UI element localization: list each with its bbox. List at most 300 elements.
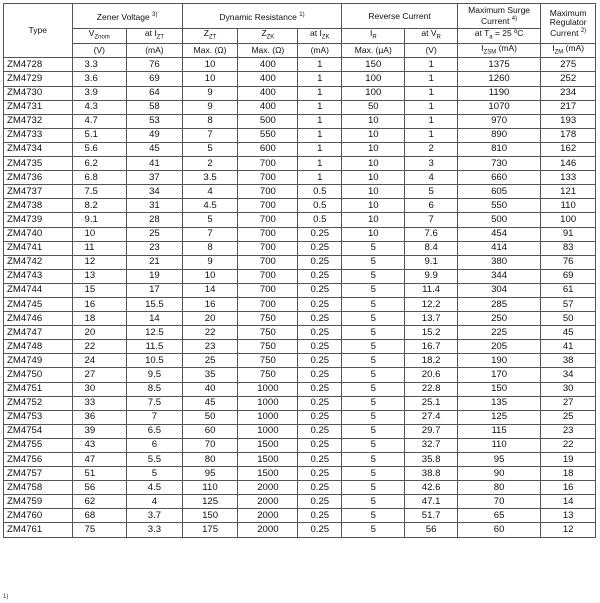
cell-izk: 0.25 (298, 326, 342, 340)
cell-type: ZM4747 (4, 326, 73, 340)
cell-vznom: 3.9 (72, 86, 127, 100)
cell-zzk: 700 (238, 199, 298, 213)
cell-type: ZM4728 (4, 58, 73, 72)
cell-vznom: 18 (72, 312, 127, 326)
cell-izsm: 1070 (457, 100, 540, 114)
cell-izm: 23 (541, 424, 596, 438)
cell-izt: 19 (127, 269, 183, 283)
table-row (4, 410, 596, 424)
cell-izm: 19 (541, 453, 596, 467)
cell-vr: 1 (405, 100, 457, 114)
cell-izk: 0.25 (298, 255, 342, 269)
cell-izk: 0.5 (298, 213, 342, 227)
cell-type: ZM4744 (4, 283, 73, 297)
unit-vz: (V) (72, 43, 127, 58)
cell-izm: 133 (541, 171, 596, 185)
cell-type: ZM4751 (4, 382, 73, 396)
cell-type: ZM4741 (4, 241, 73, 255)
cell-izsm: 500 (457, 213, 540, 227)
cell-izk: 0.5 (298, 199, 342, 213)
cell-izt: 14 (127, 312, 183, 326)
cell-izk: 0.25 (298, 410, 342, 424)
sym-zzt: $Z_{ZT}$ (182, 29, 238, 44)
cell-ir: 5 (342, 495, 405, 509)
cell-vznom: 13 (72, 269, 127, 283)
cell-zzk: 750 (238, 368, 298, 382)
cell-izm: 61 (541, 283, 596, 297)
cell-zzk: 700 (238, 283, 298, 297)
sym-at-vr: at $V_R$ (405, 29, 457, 44)
cell-vznom: 47 (72, 453, 127, 467)
cell-zzk: 1000 (238, 382, 298, 396)
cell-zzk: 700 (238, 213, 298, 227)
cell-zzk: 700 (238, 241, 298, 255)
cell-vr: 4 (405, 171, 457, 185)
cell-zzk: 1000 (238, 396, 298, 410)
cell-ir: 10 (342, 213, 405, 227)
cell-izsm: 80 (457, 481, 540, 495)
cell-izt: 6.5 (127, 424, 183, 438)
cell-izk: 0.25 (298, 523, 342, 537)
cell-izt: 17 (127, 283, 183, 297)
cell-zzt: 23 (182, 340, 238, 354)
cell-vr: 11.4 (405, 283, 457, 297)
cell-vr: 3 (405, 157, 457, 171)
cell-vznom: 11 (72, 241, 127, 255)
cell-izt: 4 (127, 495, 183, 509)
unit-zzt: Max. (Ω) (182, 43, 238, 58)
cell-vznom: 10 (72, 227, 127, 241)
cell-izm: 83 (541, 241, 596, 255)
cell-izk: 1 (298, 128, 342, 142)
cell-vr: 35.8 (405, 453, 457, 467)
cell-ir: 10 (342, 114, 405, 128)
cell-izk: 0.25 (298, 340, 342, 354)
cell-zzt: 70 (182, 438, 238, 452)
cell-ir: 10 (342, 185, 405, 199)
cell-type: ZM4753 (4, 410, 73, 424)
cell-vr: 20.6 (405, 368, 457, 382)
cell-type: ZM4758 (4, 481, 73, 495)
cell-izt: 15.5 (127, 297, 183, 311)
table-row (4, 199, 596, 213)
cell-vr: 22.8 (405, 382, 457, 396)
cell-vr: 32.7 (405, 438, 457, 452)
cell-zzk: 750 (238, 326, 298, 340)
cell-ir: 100 (342, 72, 405, 86)
cell-type: ZM4756 (4, 453, 73, 467)
cell-type: ZM4735 (4, 157, 73, 171)
cell-zzt: 110 (182, 481, 238, 495)
cell-vr: 15.2 (405, 326, 457, 340)
header-row-units (4, 43, 596, 58)
cell-izm: 76 (541, 255, 596, 269)
cell-izk: 1 (298, 114, 342, 128)
cell-vr: 1 (405, 114, 457, 128)
cell-vr: 16.7 (405, 340, 457, 354)
cell-zzk: 700 (238, 255, 298, 269)
cell-zzk: 750 (238, 340, 298, 354)
cell-zzt: 9 (182, 255, 238, 269)
cell-ir: 5 (342, 523, 405, 537)
cell-zzk: 750 (238, 312, 298, 326)
cell-vznom: 30 (72, 382, 127, 396)
cell-type: ZM4761 (4, 523, 73, 537)
cell-type: ZM4746 (4, 312, 73, 326)
cell-ir: 50 (342, 100, 405, 114)
cell-izm: 13 (541, 509, 596, 523)
cell-izsm: 70 (457, 495, 540, 509)
cell-vznom: 6.2 (72, 157, 127, 171)
cell-zzk: 1500 (238, 438, 298, 452)
cell-izk: 0.5 (298, 185, 342, 199)
table-row (4, 100, 596, 114)
header-row-symbols (4, 29, 596, 44)
table-row (4, 283, 596, 297)
cell-izt: 76 (127, 58, 183, 72)
cell-zzt: 80 (182, 453, 238, 467)
cell-zzk: 750 (238, 354, 298, 368)
cell-ir: 100 (342, 86, 405, 100)
sym-at-izt: at $I_{ZT}$ (127, 29, 183, 44)
col-reverse-current-header: Reverse Current (342, 4, 458, 29)
table-row (4, 227, 596, 241)
cell-vznom: 43 (72, 438, 127, 452)
cell-vznom: 62 (72, 495, 127, 509)
unit-vr: (V) (405, 43, 457, 58)
unit-ir: Max. (μA) (342, 43, 405, 58)
table-row (4, 171, 596, 185)
cell-izk: 0.25 (298, 368, 342, 382)
cell-izsm: 135 (457, 396, 540, 410)
cell-izsm: 110 (457, 438, 540, 452)
cell-izsm: 1190 (457, 86, 540, 100)
cell-vznom: 9.1 (72, 213, 127, 227)
cell-vr: 6 (405, 199, 457, 213)
cell-vznom: 56 (72, 481, 127, 495)
cell-zzk: 400 (238, 86, 298, 100)
cell-type: ZM4745 (4, 297, 73, 311)
table-row (4, 128, 596, 142)
cell-izsm: 125 (457, 410, 540, 424)
cell-type: ZM4733 (4, 128, 73, 142)
cell-izm: 45 (541, 326, 596, 340)
cell-ir: 5 (342, 297, 405, 311)
cell-izm: 34 (541, 368, 596, 382)
cell-izm: 38 (541, 354, 596, 368)
table-row (4, 269, 596, 283)
cell-izk: 0.25 (298, 283, 342, 297)
cell-izk: 0.25 (298, 424, 342, 438)
cell-izsm: 810 (457, 142, 540, 156)
cell-izk: 1 (298, 171, 342, 185)
cell-vr: 2 (405, 142, 457, 156)
cell-ir: 5 (342, 269, 405, 283)
cell-zzk: 1500 (238, 467, 298, 481)
cell-zzt: 5 (182, 142, 238, 156)
table-row (4, 368, 596, 382)
cell-ir: 150 (342, 58, 405, 72)
cell-type: ZM4730 (4, 86, 73, 100)
cell-izm: 217 (541, 100, 596, 114)
cell-type: ZM4759 (4, 495, 73, 509)
cell-type: ZM4737 (4, 185, 73, 199)
cell-izk: 0.25 (298, 354, 342, 368)
cell-type: ZM4742 (4, 255, 73, 269)
cell-izk: 0.25 (298, 438, 342, 452)
cell-zzt: 40 (182, 382, 238, 396)
table-row (4, 72, 596, 86)
cell-izt: 21 (127, 255, 183, 269)
table-row (4, 467, 596, 481)
cell-vznom: 7.5 (72, 185, 127, 199)
cell-vr: 1 (405, 58, 457, 72)
cell-zzk: 400 (238, 100, 298, 114)
cell-izk: 0.25 (298, 509, 342, 523)
cell-zzk: 400 (238, 58, 298, 72)
cell-vznom: 8.2 (72, 199, 127, 213)
cell-izt: 34 (127, 185, 183, 199)
cell-izsm: 414 (457, 241, 540, 255)
table-row (4, 424, 596, 438)
cell-type: ZM4755 (4, 438, 73, 452)
cell-type: ZM4757 (4, 467, 73, 481)
cell-izt: 3.3 (127, 523, 183, 537)
cell-zzt: 4.5 (182, 199, 238, 213)
cell-izt: 8.5 (127, 382, 183, 396)
cell-vr: 42.6 (405, 481, 457, 495)
cell-vr: 56 (405, 523, 457, 537)
table-row (4, 326, 596, 340)
cell-izt: 64 (127, 86, 183, 100)
cell-zzt: 8 (182, 241, 238, 255)
cell-izsm: 380 (457, 255, 540, 269)
cell-izk: 1 (298, 58, 342, 72)
cell-ir: 10 (342, 171, 405, 185)
cell-izt: 7 (127, 410, 183, 424)
cell-vr: 1 (405, 72, 457, 86)
cell-zzk: 1000 (238, 410, 298, 424)
cell-izt: 10.5 (127, 354, 183, 368)
cell-izm: 16 (541, 481, 596, 495)
cell-vr: 47.1 (405, 495, 457, 509)
cell-zzk: 700 (238, 297, 298, 311)
cell-ir: 5 (342, 255, 405, 269)
cell-vr: 9.1 (405, 255, 457, 269)
table-row (4, 241, 596, 255)
cell-izt: 12.5 (127, 326, 183, 340)
cell-zzk: 2000 (238, 509, 298, 523)
cell-izsm: 285 (457, 297, 540, 311)
cell-vr: 1 (405, 128, 457, 142)
cell-zzt: 10 (182, 72, 238, 86)
cell-izm: 252 (541, 72, 596, 86)
cell-izm: 57 (541, 297, 596, 311)
sym-at-izk: at $I_{ZK}$ (298, 29, 342, 44)
cell-type: ZM4754 (4, 424, 73, 438)
table-row (4, 382, 596, 396)
cell-izm: 14 (541, 495, 596, 509)
cell-ir: 5 (342, 453, 405, 467)
cell-type: ZM4749 (4, 354, 73, 368)
cell-type: ZM4732 (4, 114, 73, 128)
cell-type: ZM4748 (4, 340, 73, 354)
cell-ir: 5 (342, 410, 405, 424)
cell-zzt: 5 (182, 213, 238, 227)
cell-type: ZM4750 (4, 368, 73, 382)
cell-ir: 10 (342, 128, 405, 142)
cell-ir: 5 (342, 438, 405, 452)
cell-izsm: 115 (457, 424, 540, 438)
cell-vznom: 4.3 (72, 100, 127, 114)
cell-izm: 110 (541, 199, 596, 213)
cell-izm: 121 (541, 185, 596, 199)
cell-izk: 0.25 (298, 312, 342, 326)
cell-type: ZM4738 (4, 199, 73, 213)
cell-izsm: 65 (457, 509, 540, 523)
cell-izsm: 190 (457, 354, 540, 368)
table-row (4, 86, 596, 100)
cell-ir: 5 (342, 396, 405, 410)
zener-diode-spec-table (3, 3, 596, 538)
unit-izk: (mA) (298, 43, 342, 58)
cell-type: ZM4760 (4, 509, 73, 523)
cell-vr: 13.7 (405, 312, 457, 326)
cell-zzt: 35 (182, 368, 238, 382)
cell-vznom: 5.6 (72, 142, 127, 156)
table-header (4, 4, 596, 58)
cell-izt: 3.7 (127, 509, 183, 523)
cell-zzk: 1000 (238, 424, 298, 438)
table-row (4, 142, 596, 156)
cell-vznom: 12 (72, 255, 127, 269)
cell-izsm: 1260 (457, 72, 540, 86)
cell-zzt: 150 (182, 509, 238, 523)
cell-vr: 18.2 (405, 354, 457, 368)
cell-vznom: 3.6 (72, 72, 127, 86)
cell-vznom: 4.7 (72, 114, 127, 128)
cell-type: ZM4729 (4, 72, 73, 86)
cell-type: ZM4739 (4, 213, 73, 227)
cell-vr: 1 (405, 86, 457, 100)
cell-izt: 28 (127, 213, 183, 227)
cell-zzk: 700 (238, 157, 298, 171)
cell-vznom: 68 (72, 509, 127, 523)
cell-izk: 0.25 (298, 481, 342, 495)
col-zener-voltage-header: Zener Voltage $^{3)}$ (72, 4, 182, 29)
col-max-surge-header: Maximum Surge Current $^{4)}$ (457, 4, 540, 29)
header-row-groups (4, 4, 596, 29)
cell-vznom: 20 (72, 326, 127, 340)
unit-izm: $I_{ZM}$ (mA) (541, 43, 596, 58)
unit-izsm: $I_{ZSM}$ (mA) (457, 43, 540, 58)
table-row (4, 157, 596, 171)
table-row (4, 114, 596, 128)
cell-ir: 5 (342, 382, 405, 396)
cell-izt: 69 (127, 72, 183, 86)
cell-izm: 25 (541, 410, 596, 424)
cell-vr: 51.7 (405, 509, 457, 523)
cell-vznom: 16 (72, 297, 127, 311)
table-row (4, 213, 596, 227)
cell-izt: 5 (127, 467, 183, 481)
cell-zzk: 500 (238, 114, 298, 128)
datasheet-table-container (3, 3, 596, 538)
cell-zzk: 2000 (238, 481, 298, 495)
cell-izm: 30 (541, 382, 596, 396)
cell-izsm: 550 (457, 199, 540, 213)
cell-vznom: 6.8 (72, 171, 127, 185)
cell-izk: 0.25 (298, 382, 342, 396)
cell-vznom: 22 (72, 340, 127, 354)
cell-izsm: 730 (457, 157, 540, 171)
sym-vznom: $V_{Znom}$ (72, 29, 127, 44)
cell-izt: 9.5 (127, 368, 183, 382)
unit-zzk: Max. (Ω) (238, 43, 298, 58)
cell-izt: 7.5 (127, 396, 183, 410)
cell-ir: 5 (342, 241, 405, 255)
cell-izt: 53 (127, 114, 183, 128)
cell-ir: 10 (342, 227, 405, 241)
cell-izsm: 304 (457, 283, 540, 297)
cell-ir: 5 (342, 354, 405, 368)
cell-izsm: 890 (457, 128, 540, 142)
cell-izm: 275 (541, 58, 596, 72)
col-dynamic-resistance-header: Dynamic Resistance $^{1)}$ (182, 4, 341, 29)
cell-izk: 0.25 (298, 453, 342, 467)
col-max-regulator-header: Maximum Regulator Current $^{2)}$ (541, 4, 596, 44)
cell-izm: 27 (541, 396, 596, 410)
cell-zzk: 700 (238, 185, 298, 199)
cell-ir: 5 (342, 326, 405, 340)
cell-zzt: 7 (182, 128, 238, 142)
cell-ir: 5 (342, 509, 405, 523)
cell-izm: 100 (541, 213, 596, 227)
cell-izm: 69 (541, 269, 596, 283)
unit-izt: (mA) (127, 43, 183, 58)
cell-izt: 58 (127, 100, 183, 114)
cell-izsm: 225 (457, 326, 540, 340)
cell-zzt: 50 (182, 410, 238, 424)
cell-izsm: 150 (457, 382, 540, 396)
cell-vr: 12.2 (405, 297, 457, 311)
cell-zzt: 25 (182, 354, 238, 368)
cell-zzt: 22 (182, 326, 238, 340)
cell-type: ZM4740 (4, 227, 73, 241)
cell-ir: 5 (342, 340, 405, 354)
cell-vr: 9.9 (405, 269, 457, 283)
cell-zzt: 7 (182, 227, 238, 241)
cell-vznom: 15 (72, 283, 127, 297)
cell-ir: 5 (342, 312, 405, 326)
cell-izm: 12 (541, 523, 596, 537)
cell-vznom: 3.3 (72, 58, 127, 72)
cell-izm: 91 (541, 227, 596, 241)
cell-vr: 38.8 (405, 467, 457, 481)
cell-ir: 5 (342, 283, 405, 297)
cell-izk: 0.25 (298, 495, 342, 509)
cell-ir: 5 (342, 467, 405, 481)
cell-zzt: 20 (182, 312, 238, 326)
cell-izk: 0.25 (298, 241, 342, 255)
cell-zzt: 2 (182, 157, 238, 171)
table-row (4, 297, 596, 311)
cell-vznom: 24 (72, 354, 127, 368)
cell-izm: 178 (541, 128, 596, 142)
cell-izsm: 660 (457, 171, 540, 185)
sym-ir: $I_R$ (342, 29, 405, 44)
cell-ir: 10 (342, 199, 405, 213)
